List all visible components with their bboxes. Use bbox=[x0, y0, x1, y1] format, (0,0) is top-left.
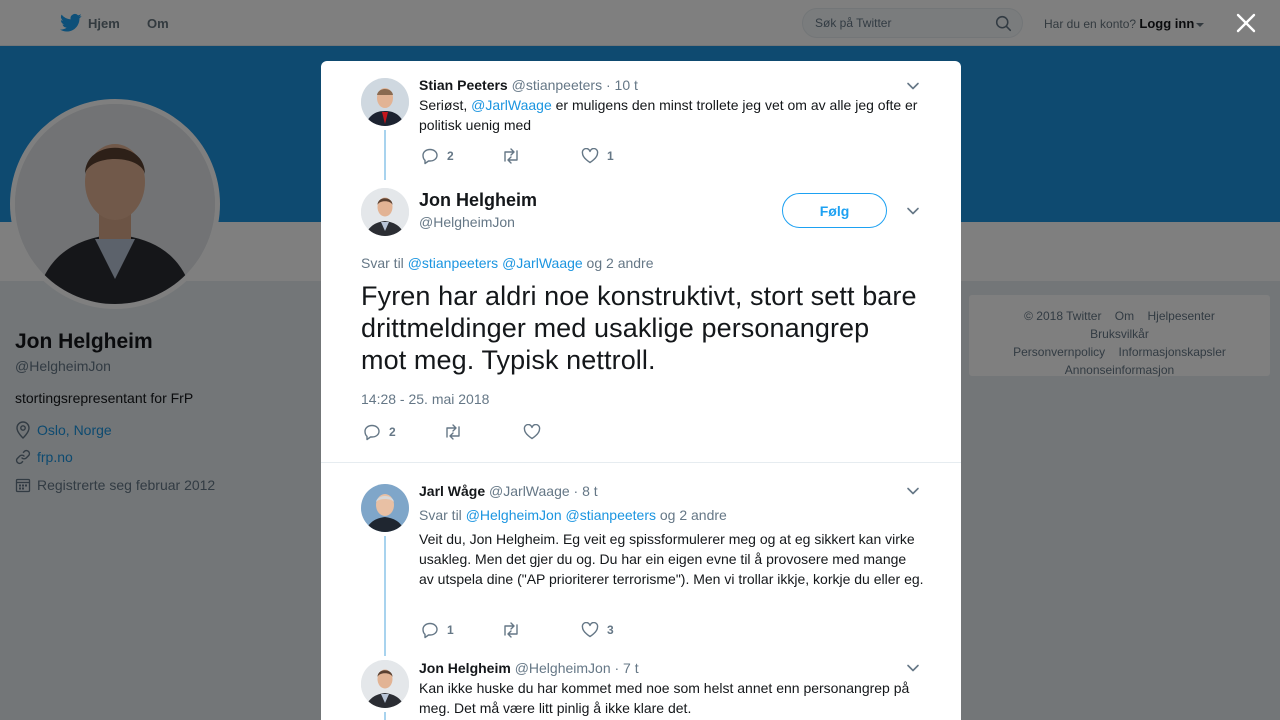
author-handle[interactable]: @JarlWaage bbox=[489, 483, 570, 499]
retweet-icon bbox=[443, 424, 463, 440]
author-handle[interactable]: @HelgheimJon bbox=[514, 660, 611, 676]
reply-icon bbox=[363, 423, 381, 441]
reply-to-line bbox=[361, 255, 654, 271]
like-count: 1 bbox=[607, 149, 614, 163]
like-button[interactable] bbox=[581, 148, 614, 164]
tweet-time[interactable]: · 10 t bbox=[605, 77, 638, 93]
thread-line bbox=[384, 712, 386, 720]
retweet-icon bbox=[501, 148, 521, 164]
author-name[interactable]: Stian Peeters bbox=[419, 77, 508, 93]
reply-button[interactable] bbox=[363, 423, 443, 441]
heart-icon bbox=[523, 424, 541, 440]
tweet-header bbox=[419, 483, 598, 499]
mention-link[interactable]: @stianpeeters bbox=[565, 507, 656, 523]
retweet-button[interactable] bbox=[443, 424, 523, 440]
reply-to-suffix[interactable]: og 2 andre bbox=[655, 507, 727, 523]
retweet-button[interactable] bbox=[501, 622, 581, 638]
heart-icon bbox=[581, 148, 599, 164]
mention-link[interactable]: @JarlWaage bbox=[502, 255, 583, 271]
reply-icon bbox=[421, 147, 439, 165]
reply-count: 2 bbox=[389, 425, 396, 439]
reply-button[interactable] bbox=[421, 147, 501, 165]
author-name[interactable]: Jon Helgheim bbox=[419, 660, 511, 676]
tweet-header bbox=[419, 77, 638, 93]
tweet-time[interactable]: · 7 t bbox=[614, 660, 639, 676]
focus-author-name[interactable]: Jon Helgheim bbox=[419, 190, 538, 210]
tweet-actions bbox=[363, 423, 541, 441]
avatar[interactable] bbox=[361, 660, 409, 708]
tweet-text: Veit du, Jon Helgheim. Eg veit eg spissformulerer meg og at eg sikkert kan virke usakleg. Men det gjer du og. Du har ein eigen evne til å provosere med mange av utspela dine ("AP prioriterer terrorisme"). Men vi trollar ikkje, korkje du eller eg. bbox=[419, 531, 924, 587]
mention-link[interactable]: @stianpeeters bbox=[407, 255, 499, 271]
like-button[interactable] bbox=[581, 622, 614, 638]
tweet-text bbox=[419, 95, 929, 135]
like-count: 3 bbox=[607, 623, 614, 637]
close-icon[interactable] bbox=[1235, 12, 1257, 34]
chevron-down-icon[interactable] bbox=[906, 484, 920, 498]
tweet-text: Kan ikke huske du har kommet med noe som helst annet enn personangrep på meg. Det må være litt pinlig å ikke klare det. bbox=[419, 680, 910, 716]
tweet-time[interactable]: · 8 t bbox=[573, 483, 598, 499]
tweet-actions bbox=[421, 147, 614, 165]
focus-tweet-date[interactable]: 14:28 - 25. mai 2018 bbox=[361, 391, 490, 407]
chevron-down-icon[interactable] bbox=[906, 79, 920, 93]
reply-to-prefix: Svar til bbox=[419, 507, 466, 523]
tweet-text-part: er muligens den minst trollete jeg vet om av alle jeg ofte er politisk uenig med bbox=[419, 97, 918, 133]
chevron-down-icon[interactable] bbox=[906, 204, 920, 218]
reply-icon bbox=[421, 621, 439, 639]
author-name[interactable]: Jarl Wåge bbox=[419, 483, 486, 499]
reply-count: 2 bbox=[447, 149, 454, 163]
retweet-button[interactable] bbox=[501, 148, 581, 164]
reply-count: 1 bbox=[447, 623, 454, 637]
reply-to-line bbox=[419, 505, 727, 525]
tweet-actions bbox=[421, 621, 614, 639]
mention-link[interactable]: @HelgheimJon bbox=[465, 507, 562, 523]
avatar[interactable] bbox=[361, 188, 409, 236]
heart-icon bbox=[581, 622, 599, 638]
chevron-down-icon[interactable] bbox=[906, 661, 920, 675]
tweet-modal bbox=[321, 61, 961, 720]
divider bbox=[321, 462, 961, 463]
reply-to-prefix: Svar til bbox=[361, 255, 408, 271]
reply-to-suffix[interactable]: og 2 andre bbox=[582, 255, 654, 271]
focus-tweet-text: Fyren har aldri noe konstruktivt, stort sett bare drittmeldinger med usaklige personangrep mot meg. Typisk nettroll. bbox=[361, 281, 917, 375]
retweet-icon bbox=[501, 622, 521, 638]
mention-link[interactable]: @JarlWaage bbox=[471, 97, 552, 113]
like-button[interactable] bbox=[523, 424, 541, 440]
reply-button[interactable] bbox=[421, 621, 501, 639]
tweet-text-part: Seriøst, bbox=[419, 97, 472, 113]
tweet-header bbox=[419, 660, 639, 676]
thread-line bbox=[384, 130, 386, 180]
avatar[interactable] bbox=[361, 484, 409, 532]
avatar[interactable] bbox=[361, 78, 409, 126]
thread-line bbox=[384, 536, 386, 656]
focus-author-handle[interactable]: @HelgheimJon bbox=[419, 214, 515, 230]
follow-button[interactable]: Følg bbox=[782, 193, 887, 228]
author-handle[interactable]: @stianpeeters bbox=[511, 77, 603, 93]
